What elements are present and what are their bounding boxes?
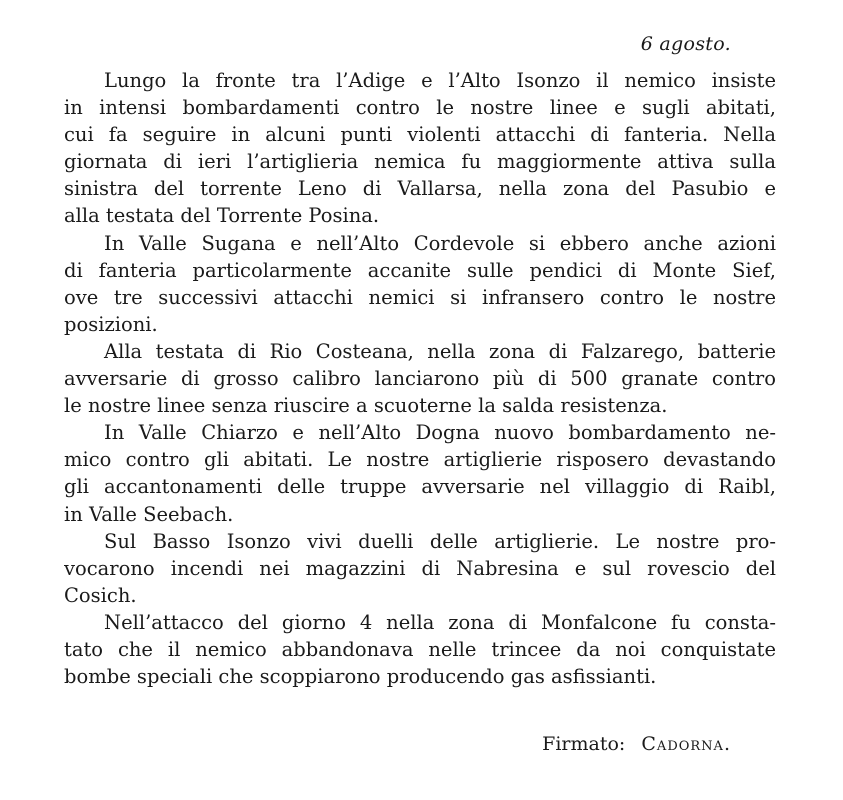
- paragraph: [64, 609, 776, 690]
- signature-name: Cadorna.: [641, 733, 731, 755]
- text-line: cui fa seguire in alcuni punti violenti attacchi di fanteria. Nella: [64, 123, 776, 147]
- text-line: le nostre linee senza riuscire a scuoterne la salda resistenza.: [64, 394, 668, 418]
- text-line: mico contro gli abitati. Le nostre artiglierie risposero devastando: [64, 448, 776, 472]
- text-line: Cosich.: [64, 583, 137, 607]
- text-line: Nell’attacco del giorno 4 nella zona di Monfalcone fu consta-: [104, 610, 776, 634]
- text-line: ove tre successivi attacchi nemici si infransero contro le nostre: [64, 285, 776, 309]
- paragraph: [64, 67, 776, 230]
- text-line: Alla testata di Rio Costeana, nella zona di Falzarego, batterie: [104, 339, 776, 363]
- text-line: giornata di ieri l’artiglieria nemica fu maggiormente attiva sulla: [64, 150, 776, 174]
- text-line: in Valle Seebach.: [64, 502, 234, 526]
- text-line: gli accantonamenti delle truppe avversarie nel villaggio di Raibl,: [64, 475, 776, 499]
- text-line: posizioni.: [64, 312, 158, 336]
- paragraph: [64, 230, 776, 338]
- paragraph: [64, 528, 776, 609]
- text-line: Sul Basso Isonzo vivi duelli delle artiglierie. Le nostre pro-: [104, 529, 776, 553]
- signature-label: Firmato:: [542, 733, 626, 755]
- signature-block: [542, 733, 731, 755]
- text-line: In Valle Sugana e nell’Alto Cordevole si ebbero anche azioni: [104, 231, 776, 255]
- bulletin-body: [64, 67, 776, 690]
- text-line: alla testata del Torrente Posina.: [64, 204, 380, 228]
- paragraph: [64, 338, 776, 419]
- paragraph: [64, 419, 776, 527]
- text-line: bombe speciali che scoppiarono producendo gas asfissianti.: [64, 665, 657, 689]
- document-date: 6 agosto.: [640, 33, 731, 55]
- text-line: tato che il nemico abbandonava nelle trincee da noi conquistate: [64, 637, 776, 661]
- text-line: sinistra del torrente Leno di Vallarsa, nella zona del Pasubio e: [64, 177, 776, 201]
- text-line: vocarono incendi nei magazzini di Nabresina e sul rovescio del: [64, 556, 776, 580]
- text-line: Lungo la fronte tra l’Adige e l’Alto Isonzo il nemico insiste: [104, 69, 776, 92]
- text-line: avversarie di grosso calibro lanciarono più di 500 granate contro: [64, 367, 776, 391]
- text-line: di fanteria particolarmente accanite sulle pendici di Monte Sief,: [64, 258, 776, 282]
- text-line: In Valle Chiarzo e nell’Alto Dogna nuovo bombardamento ne-: [104, 421, 776, 445]
- text-line: in intensi bombardamenti contro le nostre linee e sugli abitati,: [64, 96, 776, 120]
